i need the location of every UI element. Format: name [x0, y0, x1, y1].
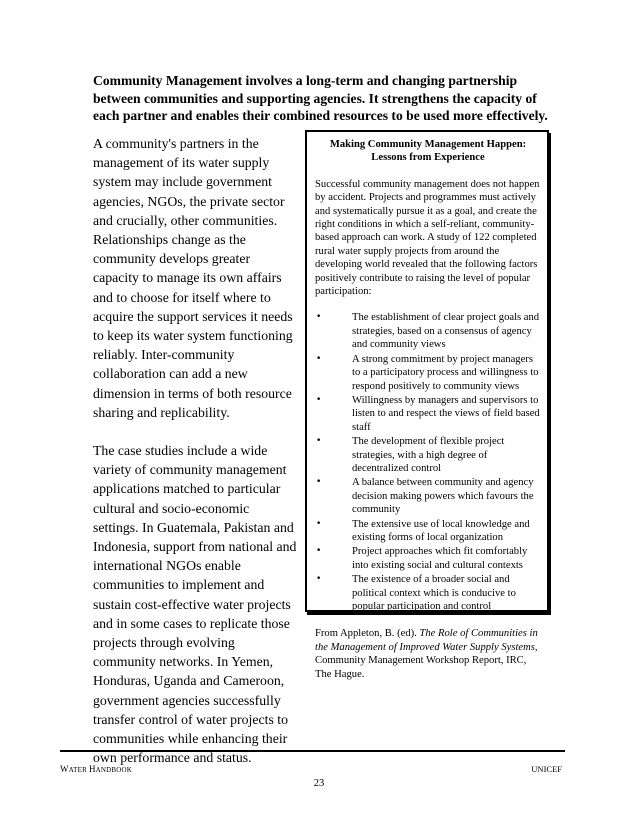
list-item-text: A strong commitment by project managers to a participatory process and willingness to respond positively to community views [352, 353, 539, 392]
list-item [315, 353, 541, 393]
bullet-icon: • [316, 574, 322, 585]
main-text-column [93, 134, 298, 787]
list-item [315, 476, 541, 516]
bullet-icon: • [316, 546, 322, 557]
footer-publication-title: WATER HANDBOOK [60, 764, 133, 774]
list-item-text: A balance between community and agency decision making powers which favours the community [352, 477, 534, 516]
citation-title: The Role of Communities in the Management of Improved Water Supply Systems [315, 628, 538, 653]
body-paragraph: A community's partners in the management of its water supply system may include government agencies, NGOs, the private sector and crucially, other communities. Relationships change as the community develops greater capacity to manage its own affairs and to choose for itself where to acquire the support services it needs to keep its water system functioning reliably. Inter-community collaboration can add a new dimension in terms of both resource sharing and replicability. [93, 136, 293, 420]
list-item-text: The extensive use of local knowledge and existing forms of local organization [352, 518, 530, 543]
bullet-icon: • [316, 394, 322, 405]
list-item-text: Project approaches which fit comfortably into existing social and cultural contexts [352, 546, 528, 571]
citation-suffix: , Community Management Workshop Report, IRC, The Hague. [315, 641, 538, 680]
citation-prefix: From Appleton, B. (ed). [315, 628, 420, 640]
source-citation [315, 627, 541, 681]
list-item [315, 573, 541, 613]
bullet-icon: • [316, 312, 322, 323]
bullet-icon: • [316, 518, 322, 529]
list-item [315, 518, 541, 545]
list-item [315, 311, 541, 351]
factor-list [315, 311, 541, 613]
footer-divider [60, 750, 565, 752]
list-item [315, 545, 541, 572]
list-item-text: Willingness by managers and supervisors to listen to and respect the views of field based staff [352, 394, 540, 433]
bullet-icon: • [316, 353, 322, 364]
bullet-icon: • [316, 477, 322, 488]
footer-organization: UNICEF [531, 764, 562, 774]
sidebar-intro: Successful community management does not happen by accident. Projects and programmes must actively and systematically pursue it as a goal, and create the right conditions in which a self-reliant, community-based approach can work. A study of 122 completed rural water supply projects from around the developing world revealed that the following factors positively contribute to raising the level of popular participation: [315, 178, 540, 298]
sidebar-title: Making Community Management Happen: Lessons from Experience [329, 139, 527, 164]
page-number: 23 [313, 778, 325, 789]
list-item [315, 394, 541, 434]
bullet-icon: • [316, 436, 322, 447]
list-item [315, 435, 541, 475]
intro-summary: Community Management involves a long-term and changing partnership between communities and supporting agencies. It strengthens the capacity of each partner and enables their combined resources to be used more effectively. [93, 73, 548, 123]
list-item-text: The development of flexible project strategies, with a high degree of decentralized control [352, 436, 505, 474]
list-item-text: The existence of a broader social and political context which is conducive to popular participation and control [352, 574, 516, 612]
lessons-sidebar-box [305, 130, 549, 680]
body-paragraph: The case studies include a wide variety of community management applications matched to particular cultural and socio-economic settings. In Guatemala, Pakistan and Indonesia, support from national and international NGOs enable communities to implement and sustain cost-effective water projects and in some cases to replicate those projects through evolving community networks. In Yemen, Honduras, Uganda and Cameroon, government agencies successfully transfer control of water projects to communities while enhancing their own performance and status. [93, 443, 297, 766]
list-item-text: The establishment of clear project goals and strategies, based on a consensus of agency and community views [352, 312, 540, 351]
